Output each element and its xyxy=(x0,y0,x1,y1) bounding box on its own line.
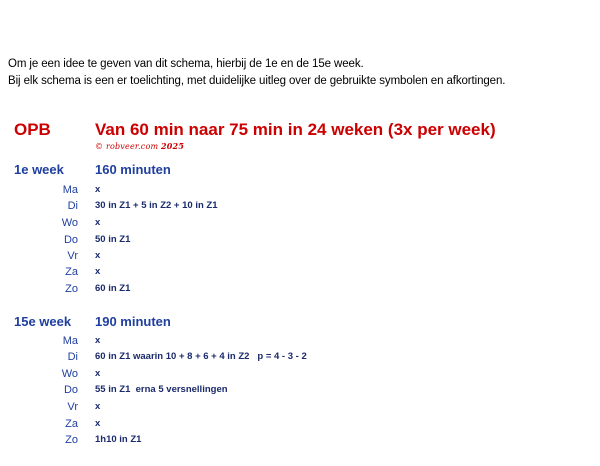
copyright-year: 2025 xyxy=(161,141,185,151)
week-total-minutes: 160 minuten xyxy=(95,162,171,177)
week-total-minutes: 190 minuten xyxy=(95,314,171,329)
intro-line-1: Om je een idee te geven van dit schema, hierbij de 1e en de 15e week. xyxy=(8,58,364,70)
day-row xyxy=(0,434,600,450)
day-name: Ma xyxy=(62,184,78,196)
day-name: Wo xyxy=(61,368,78,380)
schedule-code: OPB xyxy=(14,120,51,139)
day-name: Di xyxy=(67,200,78,212)
day-plan: x xyxy=(95,184,101,195)
week-label: 15e week xyxy=(14,314,72,329)
day-plan: 60 in Z1 xyxy=(95,283,131,294)
day-row xyxy=(0,351,600,367)
day-name: Vr xyxy=(67,401,78,413)
day-plan: 55 in Z1 erna 5 versnellingen xyxy=(95,384,228,395)
day-name: Do xyxy=(63,234,78,246)
schedule-title: Van 60 min naar 75 min in 24 weken (3x per week) xyxy=(95,120,496,139)
intro-text xyxy=(8,56,505,90)
day-name: Do xyxy=(63,384,78,396)
day-plan: x xyxy=(95,401,101,412)
day-row xyxy=(0,384,600,400)
week-header xyxy=(0,162,600,180)
day-row xyxy=(0,250,600,266)
day-row xyxy=(0,200,600,216)
day-row xyxy=(0,283,600,299)
day-name: Ma xyxy=(62,335,78,347)
day-name: Wo xyxy=(61,217,78,229)
day-name: Zo xyxy=(65,434,78,446)
day-row xyxy=(0,401,600,417)
intro-line-2: Bij elk schema is een er toelichting, met duidelijke uitleg over de gebruikte symbolen en afkortingen. xyxy=(8,75,506,87)
day-name: Za xyxy=(65,418,78,430)
day-plan: 60 in Z1 waarin 10 + 8 + 6 + 4 in Z2 p = 4 - 3 - 2 xyxy=(95,351,307,362)
day-row xyxy=(0,234,600,250)
day-plan: 30 in Z1 + 5 in Z2 + 10 in Z1 xyxy=(95,200,218,211)
day-plan: x xyxy=(95,335,101,346)
day-plan: x xyxy=(95,266,101,277)
day-plan: x xyxy=(95,250,101,261)
day-plan: x xyxy=(95,217,101,228)
day-name: Zo xyxy=(65,283,78,295)
day-row xyxy=(0,418,600,434)
day-row xyxy=(0,368,600,384)
day-row xyxy=(0,266,600,282)
day-plan: x xyxy=(95,418,101,429)
day-plan: 1h10 in Z1 xyxy=(95,434,142,445)
week-header xyxy=(0,314,600,332)
copyright-notice xyxy=(95,141,184,151)
day-name: Di xyxy=(67,351,78,363)
day-name: Za xyxy=(65,266,78,278)
day-row xyxy=(0,217,600,233)
copyright-text: © robveer.com xyxy=(95,142,159,151)
day-row xyxy=(0,184,600,200)
week-label: 1e week xyxy=(14,162,64,177)
day-name: Vr xyxy=(67,250,78,262)
day-row xyxy=(0,335,600,351)
day-plan: 50 in Z1 xyxy=(95,234,131,245)
day-plan: x xyxy=(95,368,101,379)
schedule-title-row xyxy=(0,120,600,144)
